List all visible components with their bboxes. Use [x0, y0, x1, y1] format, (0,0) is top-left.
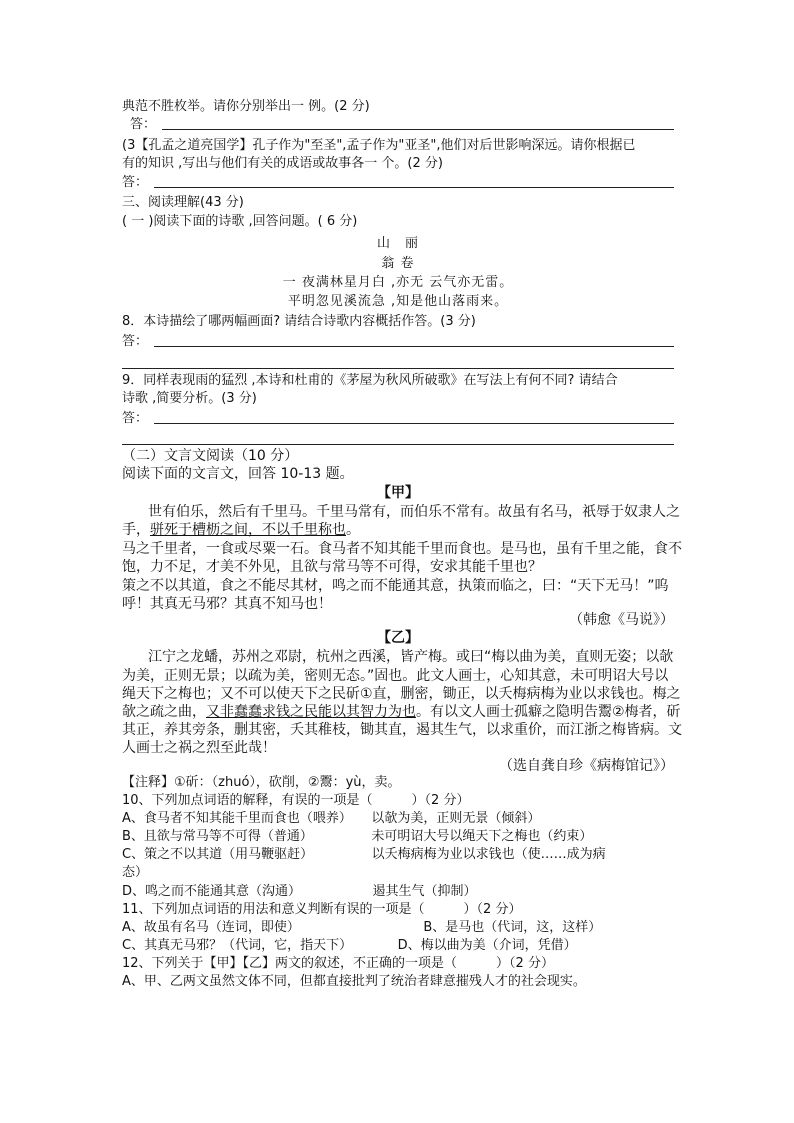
answer-label: 答：: [122, 411, 149, 426]
option-a: A、甲、乙两文虽然文体不同，但都直接批判了统治者肆意摧残人才的社会现实。: [122, 974, 586, 989]
answer-rule: [122, 444, 674, 445]
option-d: D、鸣之而不能通其意（沟通） 遏其生气（抑制）: [122, 884, 477, 899]
answer-label: 答：: [130, 117, 157, 132]
question-text: 有的知识 ,写出与他们有关的成语或故事各一 个。(2 分): [122, 156, 443, 171]
poem-line: 一 夜满林星月白 ,亦无 云气亦无雷。: [282, 275, 514, 290]
passage-line: 欹之疏之曲，又非蠢蠢求钱之民能以其智力为也。有以文人画士孤癖之隐明告鬻②梅者，斫: [122, 704, 681, 720]
annotation: 【注释】①斫：（zhuó），砍削，②鬻：yù，卖。: [122, 775, 401, 790]
question-12: 12、下列关于【甲】【乙】两文的叙述，不正确的一项是（ ）（2 分）: [122, 956, 554, 971]
options-cd: C、其真无马邪？（代词，它，指天下） D、梅以曲为美（介词，凭借）: [122, 938, 577, 953]
question-8: 8．本诗描绘了哪两幅画面? 请结合诗歌内容概括作答。(3 分): [122, 314, 476, 329]
question-11: 11、下列加点词语的用法和意义判断有误的一项是（ ）（2 分）: [122, 902, 522, 917]
option-c-cont: 态）: [122, 865, 149, 880]
section-heading: 三、阅读理解(43 分): [122, 195, 244, 210]
answer-label: 答：: [122, 334, 149, 349]
question-text: (3【孔孟之道亮国学】孔子作为"至圣",孟子作为"亚圣",他们对后世影响深远。请你根据已: [122, 138, 636, 153]
question-10: 10、下列加点词语的解释，有误的一项是（ ）（2 分）: [122, 793, 470, 808]
passage-source: （韩愈《马说》）: [569, 612, 674, 628]
option-a: A、食马者不知其能千里而食也（喂养） 以欹为美，正则无景（倾斜）: [122, 811, 541, 826]
question-9: 诗歌 ,简要分析。(3 分): [122, 391, 257, 406]
answer-rule: [122, 368, 674, 369]
part-heading: （二）文言文阅读（10 分）: [122, 448, 299, 464]
passage-line: 策之不以其道，食之不能尽其材，鸣之而不能通其意，执策而临之，曰：“天下无马！”呜: [122, 578, 669, 594]
passage-line: 手，骈死于槽枥之间，不以千里称也。: [122, 522, 360, 538]
underlined-sentence: 骈死于槽枥之间，不以千里称也: [150, 522, 346, 538]
poem-line: 平明忽见溪流急 ,知是他山落雨来。: [287, 294, 509, 309]
answer-label: 答：: [122, 175, 149, 190]
passage-line: 其正，养其旁条，删其密，夭其稚枝，锄其直，遏其生气，以求重价，而江浙之梅皆病。文: [122, 722, 682, 738]
part-heading: ( 一 )阅读下面的诗歌 ,回答问题。( 6 分): [122, 214, 358, 229]
passage-line: 为美，正则无景；以疏为美，密则无态。”固也。此文人画士，心知其意，未可明诏大号以: [122, 668, 669, 684]
option-b: B、且欲与常马等不可得（普通） 未可明诏大号以绳天下之梅也（约束）: [122, 829, 593, 844]
answer-line: [122, 333, 674, 351]
passage-line: 绳天下之梅也；又不可以使天下之民斫①直，删密，锄正，以夭梅病梅为业以求钱也。梅之: [122, 686, 681, 702]
passage-line: 马之千里者，一食或尽粟一石。食马者不知其能千里而食也。是马也，虽有千里之能，食不: [122, 541, 682, 557]
options-ab: A、故虽有名马（连词，即使） B、是马也（代词，这，这样）: [122, 920, 602, 935]
passage-source: （选自龚自珍《病梅馆记》）: [499, 758, 674, 774]
answer-line: [122, 174, 674, 192]
passage-line: 江宁之龙蟠，苏州之邓尉，杭州之西溪，皆产梅。或曰“梅以曲为美，直则无姿；以欹: [148, 649, 674, 665]
underlined-sentence: 又非蠢蠢求钱之民能以其智力为也: [206, 704, 416, 720]
text-heading-jia: 【甲】: [377, 485, 419, 501]
passage-line: 人画士之祸之烈至此哉！: [122, 740, 276, 756]
passage-line: 饱，力不足，才美不外见，且欲与常马等不可得，安求其能千里也？: [122, 559, 542, 575]
text-heading-yi: 【乙】: [377, 630, 419, 646]
passage-line: 世有伯乐，然后有千里马。千里马常有，而伯乐不常有。故虽有名马，祇辱于奴隶人之: [148, 504, 680, 520]
question-9: 9．同样表现雨的猛烈 ,本诗和杜甫的《茅屋为秋风所破歌》在写法上有何不同? 请结合: [122, 373, 618, 388]
poem-author: 翁 卷: [381, 256, 415, 271]
passage-line: 呼！其真无马邪？其真不知马也！: [122, 596, 332, 612]
part-intro: 阅读下面的文言文，回答 10-13 题。: [122, 466, 354, 482]
option-c: C、策之不以其道（用马鞭驱赶） 以夭梅病梅为业以求钱也（使……成为病: [122, 847, 606, 862]
answer-line: [130, 116, 674, 134]
answer-line: [122, 410, 674, 428]
text-line: 典范不胜枚举。请你分别举出一 例。(2 分): [122, 99, 370, 114]
poem-title: 山 丽: [376, 236, 419, 251]
